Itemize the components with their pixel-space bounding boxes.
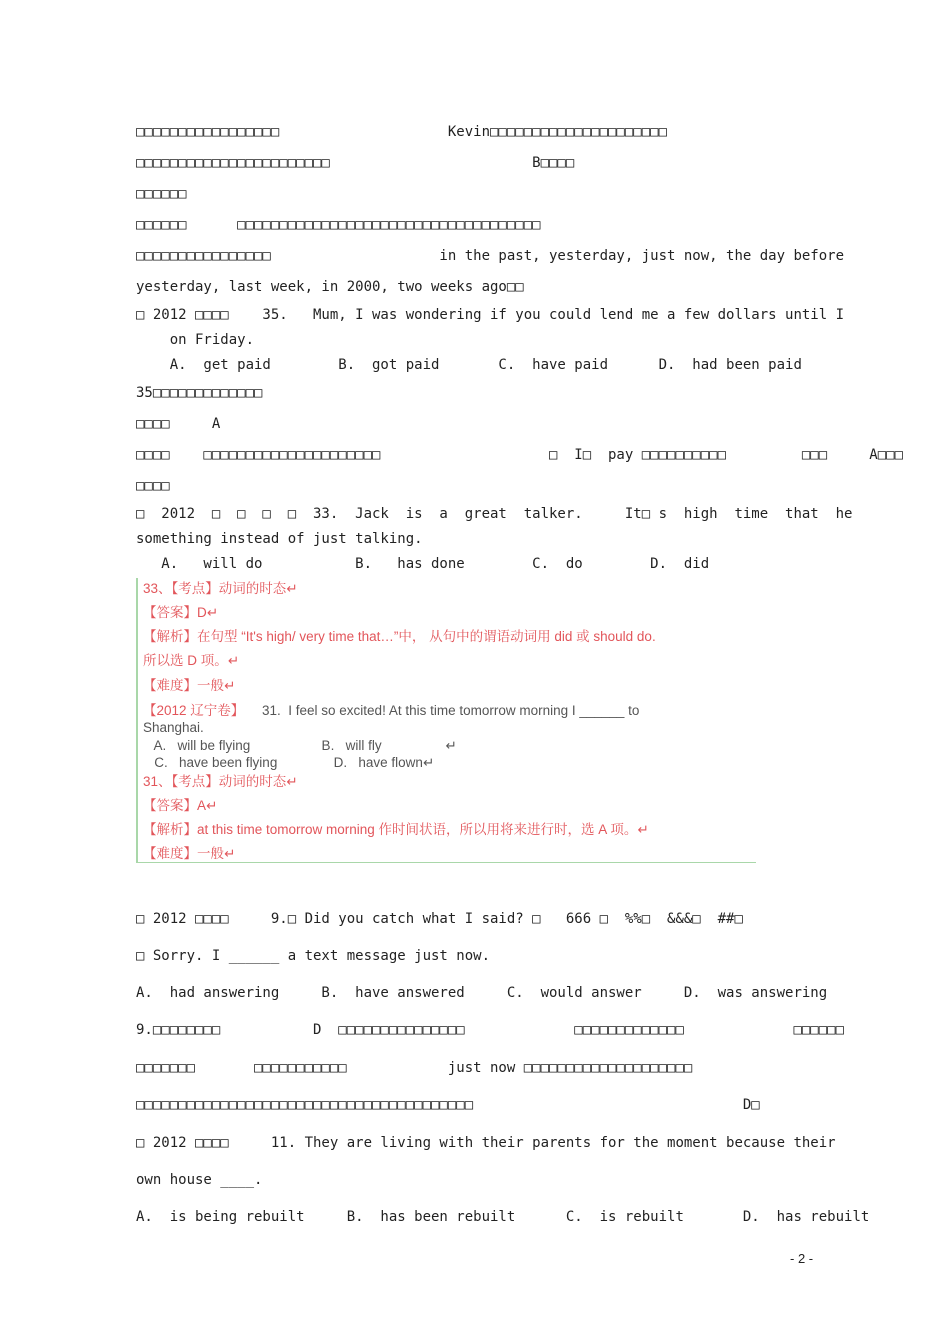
box-line: 【解析】在句型 “It's high/ very time that…”中， 从句中的谓语动词用 did 或 should do. bbox=[143, 629, 656, 644]
text-line: □ 2012 □□□□ 9.□ Did you catch what I said? □ 666 □ %%□ &&&□ ##□ bbox=[136, 911, 743, 927]
page-number: - 2 - bbox=[790, 1251, 814, 1266]
text-line: on Friday. bbox=[136, 332, 255, 348]
text-line: something instead of just talking. bbox=[136, 531, 423, 547]
text-line: □□□□□□□□□□□□□□□□□ Kevin□□□□□□□□□□□□□□□□□□□□□ bbox=[136, 124, 668, 140]
text-line: □ 2012 □□□□ 11. They are living with their parents for the moment because their bbox=[136, 1135, 836, 1151]
text-line: □□□□□□□ □□□□□□□□□□□ just now □□□□□□□□□□□□□□□□□□□□ bbox=[136, 1060, 693, 1076]
box-line: 33、【考点】动词的时态↵ bbox=[143, 581, 298, 596]
box-line: 【2012 辽宁卷】 bbox=[143, 703, 245, 718]
box-line: A. will be flying B. will fly ↵ bbox=[143, 738, 457, 753]
text-line: □□□□□□ bbox=[136, 186, 187, 202]
text-line: 9.□□□□□□□□ D □□□□□□□□□□□□□□□ □□□□□□□□□□□□□ □□□□□□ bbox=[136, 1022, 845, 1038]
text-line: A. will do B. has done C. do D. did bbox=[136, 556, 710, 572]
box-left-border bbox=[136, 578, 138, 862]
text-line: 35□□□□□□□□□□□□□ bbox=[136, 385, 263, 401]
text-line: A. had answering B. have answered C. would answer D. was answering bbox=[136, 985, 828, 1001]
box-line: 【答案】D↵ bbox=[143, 605, 219, 620]
text-line: A. get paid B. got paid C. have paid D. had been paid bbox=[136, 357, 802, 373]
text-line: □□□□□□□□□□□□□□□□□□□□□□□□□□□□□□□□□□□□□□□□ D□ bbox=[136, 1097, 760, 1113]
text-line: □□□□□□ □□□□□□□□□□□□□□□□□□□□□□□□□□□□□□□□□□□□ bbox=[136, 217, 541, 233]
text-line: □□□□ A bbox=[136, 416, 221, 432]
text-line: □ 2012 □□□□ 35. Mum, I was wondering if you could lend me a few dollars until I bbox=[136, 307, 845, 323]
box-line: 【难度】一般↵ bbox=[143, 678, 236, 693]
box-line: 【答案】A↵ bbox=[143, 798, 218, 813]
box-bottom-border bbox=[136, 862, 756, 863]
text-line: A. is being rebuilt B. has been rebuilt C. is rebuilt D. has rebuilt bbox=[136, 1209, 870, 1225]
box-line: Shanghai. bbox=[143, 720, 204, 735]
box-line: 所以选 D 项。↵ bbox=[143, 653, 240, 668]
box-line: 【解析】at this time tomorrow morning 作时间状语，所以用将来进行时，选 A 项。↵ bbox=[143, 822, 649, 837]
text-line: □ 2012 □ □ □ □ 33. Jack is a great talker. It□ s high time that he bbox=[136, 506, 853, 522]
box-line: C. have been flying D. have flown↵ bbox=[143, 755, 435, 770]
text-line: yesterday, last week, in 2000, two weeks ago□□ bbox=[136, 279, 524, 295]
text-line: □□□□□□□□□□□□□□□□ in the past, yesterday, just now, the day before bbox=[136, 248, 845, 264]
text-line: own house ____. bbox=[136, 1172, 263, 1188]
box-line: 31、【考点】动词的时态↵ bbox=[143, 774, 298, 789]
text-line: □□□□ □□□□□□□□□□□□□□□□□□□□□ □ I□ pay □□□□□□□□□□ □□□ A□□□ bbox=[136, 447, 904, 463]
box-line: 31. I feel so excited! At this time tomorrow morning I ______ to bbox=[262, 703, 640, 718]
text-line: □□□□ bbox=[136, 478, 170, 494]
text-line: □□□□□□□□□□□□□□□□□□□□□□□ B□□□□ bbox=[136, 155, 575, 171]
box-line: 【难度】一般↵ bbox=[143, 846, 236, 861]
text-line: □ Sorry. I ______ a text message just now. bbox=[136, 948, 491, 964]
